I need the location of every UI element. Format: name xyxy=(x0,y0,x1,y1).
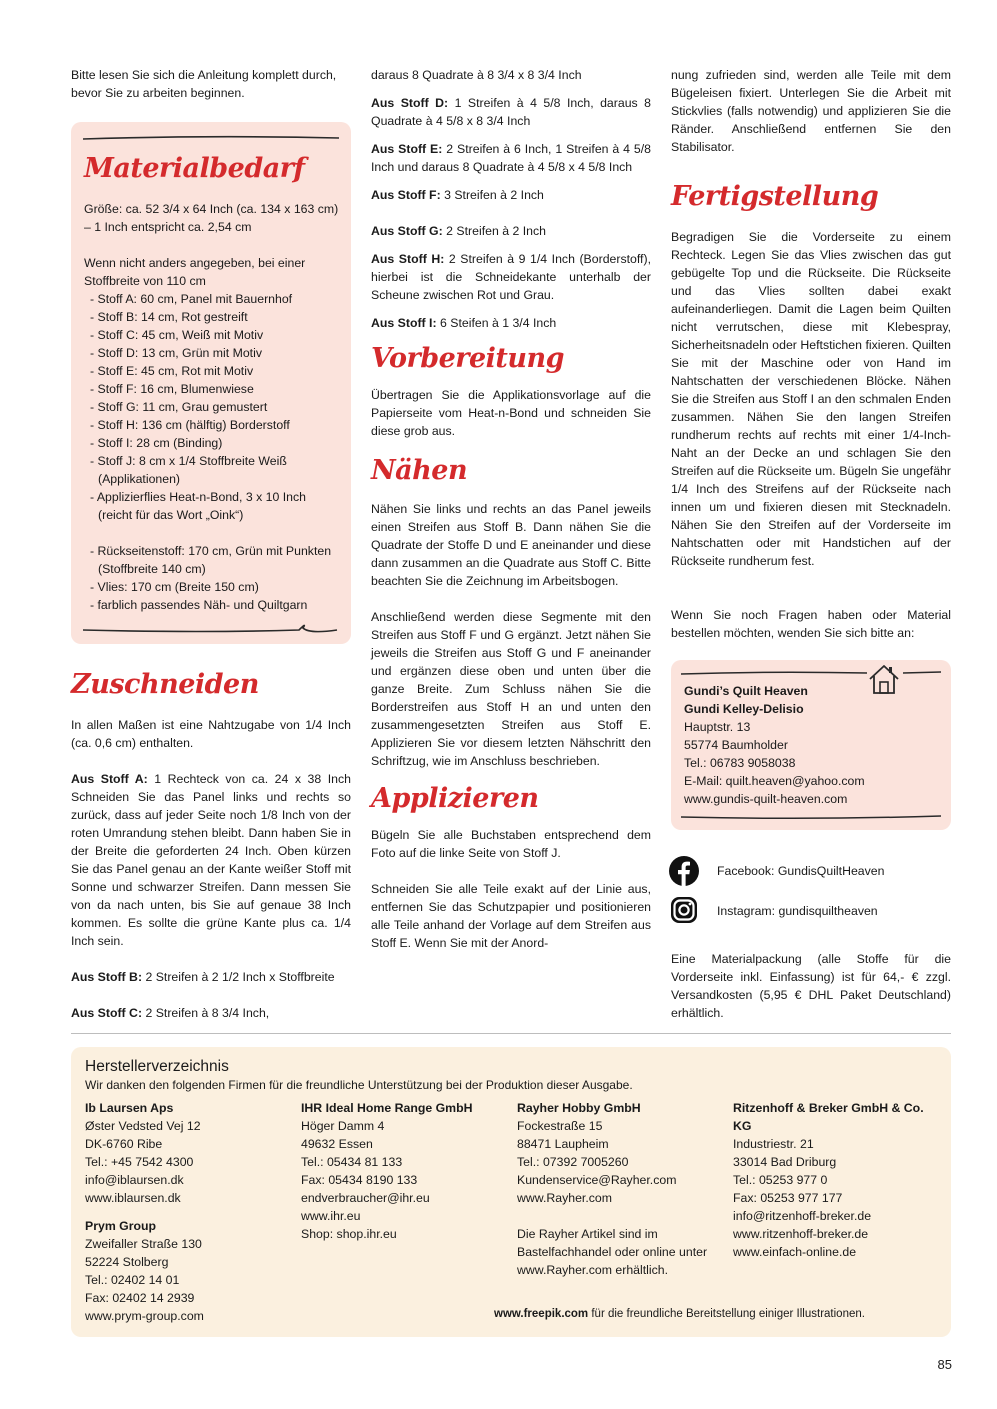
cut-d xyxy=(371,94,651,130)
cut-intro: In allen Maßen ist eine Nahtzugabe von 1/4 Inch (ca. 0,6 cm) enthalten. xyxy=(71,718,351,750)
cut-f-text: 3 Streifen à 2 Inch xyxy=(440,188,544,202)
manufacturer-line: Fax: 02402 14 2939 xyxy=(85,1291,195,1305)
cut-i xyxy=(371,314,651,332)
app-cont: nung zufrieden sind, werden alle Teile mit dem Bügeleisen fixiert. Unterlegen Sie die Arbeit mit Stickvlies (falls notwendig) und applizieren Sie die Ränder. Anschließend entfernen Sie den Stabilisator. xyxy=(671,68,951,154)
cut-e-label: Aus Stoff E: xyxy=(371,142,443,156)
manufacturer-note: Die Rayher Artikel sind im Bastelfachhandel oder online unter www.Rayher.com erhältlich. xyxy=(517,1227,708,1277)
cut-d-text: 1 Streifen à 4 5/8 Inch, daraus 8 Quadrate à 4 5/8 x 8 3/4 Inch xyxy=(371,96,652,128)
manufacturer-line: Höger Damm 4 xyxy=(301,1119,385,1133)
manufacturer-name xyxy=(733,1099,933,1135)
app-p1: Bügeln Sie alle Buchstaben entsprechend dem Foto auf die linke Seite von Stoff J. xyxy=(371,828,651,860)
contact-box xyxy=(671,660,951,830)
contact-name1-text: Gundi’s Quilt Heaven xyxy=(684,684,808,698)
facebook-row[interactable] xyxy=(669,856,959,886)
cut-e xyxy=(371,140,651,176)
contact-name1 xyxy=(684,682,934,700)
cut-a xyxy=(71,770,351,950)
cut-c-text: 2 Streifen à 8 3/4 Inch, xyxy=(142,1006,270,1020)
cut-e-text: 2 Streifen à 6 Inch, 1 Streifen à 4 5/8 Inch und daraus 8 Quadrate à 4 5/8 x 4 5/8 Inch xyxy=(371,142,652,174)
manufacturer-col-4 xyxy=(733,1099,933,1261)
material-heading: Materialbedarf xyxy=(84,153,305,184)
instagram-row[interactable] xyxy=(669,895,959,925)
manufacturer-web[interactable]: www.prym-group.com xyxy=(85,1309,204,1323)
fin-heading: Fertigstellung xyxy=(671,181,879,212)
cut-g-text: 2 Streifen à 2 Inch xyxy=(442,224,546,238)
cut-f xyxy=(371,186,651,204)
material-note: Wenn nicht anders angegeben, bei einer Stoffbreite von 110 cm xyxy=(84,256,306,288)
contact-city: 55774 Baumholder xyxy=(684,738,788,752)
freepik-link[interactable]: www.freepik.com xyxy=(494,1308,589,1320)
intro-text: Bitte lesen Sie sich die Anleitung komplett durch, bevor Sie zu arbeiten beginnen. xyxy=(71,68,337,100)
cut-h xyxy=(371,250,651,304)
page-number: 85 xyxy=(937,1357,952,1372)
package-section xyxy=(671,950,951,1022)
material-list-2 xyxy=(84,542,340,614)
manufacturer-name xyxy=(85,1099,290,1117)
list-item: - Stoff E: 45 cm, Rot mit Motiv xyxy=(90,364,254,378)
material-size: Größe: ca. 52 3/4 x 64 Inch (ca. 134 x 163 cm) – 1 Inch entspricht ca. 2,54 cm xyxy=(84,202,339,234)
manufacturer-line: Tel.: +45 7542 4300 xyxy=(85,1155,194,1169)
manufacturer-line: Tel.: 05253 977 0 xyxy=(733,1173,828,1187)
manufacturer-web[interactable]: www.einfach-online.de xyxy=(733,1245,857,1259)
list-item: - Rückseitenstoff: 170 cm, Grün mit Punkten (Stoffbreite 140 cm) xyxy=(90,544,332,576)
list-item: - Stoff C: 45 cm, Weiß mit Motiv xyxy=(90,328,264,342)
manufacturer-line: Fockestraße 15 xyxy=(517,1119,603,1133)
list-item: - Stoff F: 16 cm, Blumenwiese xyxy=(90,382,254,396)
sew-p2: Anschließend werden diese Segmente mit den Streifen aus Stoff F und G ergänzt. Jetzt nähen Sie jeweils die Streifen aus Stoff G und F aneinander und ergänzen diese oben und unten über die ganze Breite. Zum Schluss nähen Sie die Borderstreifen aus Stoff H an und unten den zusammengesetzten Streifen aus Stoff E. Applizieren Sie vor diesem letzten Nähschritt den Schriftzug, wie im Anschluss beschrieben. xyxy=(371,610,651,768)
material-box xyxy=(71,122,351,644)
manufacturer-email[interactable]: info@ritzenhoff-breker.de xyxy=(733,1209,872,1223)
manufacturer-name-text: Rayher Hobby GmbH xyxy=(517,1101,641,1115)
prep-heading: Vorbereitung xyxy=(371,343,565,374)
manufacturer-shop[interactable]: Shop: shop.ihr.eu xyxy=(301,1227,397,1241)
manufacturer-name xyxy=(301,1099,506,1117)
list-item: - Stoff D: 13 cm, Grün mit Motiv xyxy=(90,346,262,360)
manufacturer-line: Fax: 05434 8190 133 xyxy=(301,1173,418,1187)
cut-i-label: Aus Stoff I: xyxy=(371,316,437,330)
fin-text: Begradigen Sie die Vorderseite zu einem Rechteck. Legen Sie das Vlies zwischen das gut gebügelte Top und die Rückseite. Die Rückseite und das Vlies sollten dabei exakt aufeinanderliegen. Damit die Lagen beim Quilten nicht verrutschen, diese mit Klebespray, Sicherheitsnadeln oder Heftstichen fixieren. Quilten Sie mit der Maschine oder von Hand im Nahtschatten der verschiedenen Blöcke. Nähen Sie die Streifen aus Stoff I an den schmalen Enden zusammen. Nähen Sie den langen Streifen rundherum rechts auf rechts mit einer 1/4-Inch-Naht an der Decke an und schlagen Sie den Streifen auf die Rückseite um. Bügeln Sie ungefähr 1/4 Inch des Streifens auf der Rückseite nach innen um und fixieren diesen mit Stecknadeln. Nähen Sie den Streifen auf der Vorderseite im Nahtschatten oder mit Handstichen auf der Rückseite rundherum fest. xyxy=(671,230,951,568)
cut-a-text: 1 Rechteck von ca. 24 x 38 Inch Schneiden Sie das Panel links und rechts so zurück, dass auf jeder Seite noch 1/8 Inch von der roten Umrandung stehen bleibt. Dann haben Sie in der Breite die geforderten 24 Inch. Oben kürzen Sie das Panel genau an der Kante weißer Stoff mit Sonne und schwarzer Streifen. Dann messen Sie von da nach unten, bis Sie auf genaue 38 Inch kommen. Es sollte die grüne Kante plus ca. 1/4 Inch sein. xyxy=(71,772,351,948)
facebook-icon xyxy=(669,856,699,886)
contact-name2-text: Gundi Kelley-Delisio xyxy=(684,702,804,716)
freepik-credit xyxy=(494,1306,934,1322)
facebook-handle: Facebook: GundisQuiltHeaven xyxy=(717,864,885,878)
manufacturer-web[interactable]: www.ihr.eu xyxy=(301,1209,361,1223)
cut-g xyxy=(371,222,651,240)
cut-h-text: 2 Streifen à 9 1/4 Inch (Borderstoff), hierbei ist die Schneidekante unterhalb der Scheune zwischen Rot und Grau. xyxy=(371,252,651,302)
manufacturer-col-1 xyxy=(85,1099,290,1325)
instagram-handle: Instagram: gundisquiltheaven xyxy=(717,904,878,918)
freepik-text: für die freundliche Bereitstellung einiger Illustrationen. xyxy=(588,1308,865,1320)
cut-c-cont: daraus 8 Quadrate à 8 3/4 x 8 3/4 Inch xyxy=(371,68,582,82)
manufacturer-name-text: Prym Group xyxy=(85,1219,157,1233)
list-item: - Stoff J: 8 cm x 1/4 Stoffbreite Weiß (Applikationen) xyxy=(90,454,287,486)
cut-b-label: Aus Stoff B: xyxy=(71,970,143,984)
cut-c-label: Aus Stoff C: xyxy=(71,1006,143,1020)
column-3 xyxy=(671,66,951,642)
contact-email[interactable]: E-Mail: quilt.heaven@yahoo.com xyxy=(684,774,865,788)
prep-text: Übertragen Sie die Applikationsvorlage auf die Papierseite vom Heat-n-Bond und schneiden Sie diese grob aus. xyxy=(371,388,651,438)
manufacturer-line: Zweifaller Straße 130 xyxy=(85,1237,202,1251)
manufacturer-line: Tel.: 02402 14 01 xyxy=(85,1273,180,1287)
sew-heading: Nähen xyxy=(371,455,468,486)
instagram-icon xyxy=(669,895,699,925)
manufacturer-email[interactable]: endverbraucher@ihr.eu xyxy=(301,1191,430,1205)
manufacturer-name xyxy=(85,1217,290,1235)
manufacturer-web[interactable]: www.ritzenhoff-breker.de xyxy=(733,1227,869,1241)
contact-tel: Tel.: 06783 9058038 xyxy=(684,756,796,770)
manufacturer-web[interactable]: www.iblaursen.dk xyxy=(85,1191,181,1205)
manufacturer-email[interactable]: info@iblaursen.dk xyxy=(85,1173,184,1187)
manufacturer-col-2 xyxy=(301,1099,506,1243)
app-p2: Schneiden Sie alle Teile exakt auf der Linie aus, entfernen Sie das Schutzpapier und positionieren alle Teile anhand der Vorlage auf dem Streifen aus Stoff E. Wenn Sie mit der Anord- xyxy=(371,882,651,950)
manufacturer-col-3 xyxy=(517,1099,719,1279)
package-text: Eine Materialpackung (alle Stoffe für die Vorderseite inkl. Einfassung) ist für 64,- € zzgl. Versandkosten (5,95 € DHL Paket Deutschland) erhältlich. xyxy=(671,952,951,1020)
list-item: - Stoff H: 136 cm (hälftig) Borderstoff xyxy=(90,418,290,432)
contact-name2 xyxy=(684,700,934,718)
material-list xyxy=(84,290,340,524)
cut-b-text: 2 Streifen à 2 1/2 Inch x Stoffbreite xyxy=(142,970,335,984)
manufacturer-line: Fax: 05253 977 177 xyxy=(733,1191,843,1205)
list-item: - Stoff A: 60 cm, Panel mit Bauernhof xyxy=(90,292,293,306)
cut-heading: Zuschneiden xyxy=(71,669,259,700)
manufacturer-name-text: IHR Ideal Home Range GmbH xyxy=(301,1101,473,1115)
manufacturer-name-text: Ritzenhoff & Breker GmbH & Co. KG xyxy=(733,1101,924,1133)
manufacturer-line: 52224 Stolberg xyxy=(85,1255,169,1269)
manufacturer-line: 88471 Laupheim xyxy=(517,1137,609,1151)
list-item: - farblich passendes Näh- und Quiltgarn xyxy=(90,598,308,612)
cut-d-label: Aus Stoff D: xyxy=(371,96,449,110)
app-heading: Applizieren xyxy=(371,783,539,814)
list-item: - Stoff B: 14 cm, Rot gestreift xyxy=(90,310,248,324)
cut-section xyxy=(71,668,351,1022)
manufacturer-line: Øster Vedsted Vej 12 xyxy=(85,1119,201,1133)
cut-g-label: Aus Stoff G: xyxy=(371,224,443,238)
column-1 xyxy=(71,66,351,102)
section-divider xyxy=(71,1033,951,1034)
cut-h-label: Aus Stoff H: xyxy=(371,252,445,266)
list-item: - Stoff I: 28 cm (Binding) xyxy=(90,436,223,450)
manufacturer-web[interactable]: www.Rayher.com xyxy=(517,1191,612,1205)
cut-a-label: Aus Stoff A: xyxy=(71,772,148,786)
cut-i-text: 6 Steifen à 1 3/4 Inch xyxy=(436,316,557,330)
sew-p1: Nähen Sie links und rechts an das Panel jeweils einen Streifen aus Stoff B. Dann nähen Sie die Quadrate der Stoffe D und E aneinander und diese dann zusammen an die Quadrate aus Stoff C. Bitte beachten Sie die Zeichnung im Arbeitsbogen. xyxy=(371,502,651,588)
contact-web[interactable]: www.gundis-quilt-heaven.com xyxy=(684,792,848,806)
manufacturer-line: 33014 Bad Driburg xyxy=(733,1155,837,1169)
manufacturers-subtitle: Wir danken den folgenden Firmen für die freundliche Unterstützung bei der Produktion dieser Ausgabe. xyxy=(85,1078,633,1092)
manufacturers-title: Herstellerverzeichnis xyxy=(85,1058,229,1075)
contact-street: Hauptstr. 13 xyxy=(684,720,751,734)
manufacturer-line: Industriestr. 21 xyxy=(733,1137,814,1151)
manufacturer-name-text: Ib Laursen Aps xyxy=(85,1101,174,1115)
manufacturer-line: Tel.: 07392 7005260 xyxy=(517,1155,629,1169)
manufacturer-email[interactable]: Kundenservice@Rayher.com xyxy=(517,1173,677,1187)
list-item: - Applizierflies Heat-n-Bond, 3 x 10 Inch (reicht für das Wort „Oink“) xyxy=(90,490,306,522)
questions-text: Wenn Sie noch Fragen haben oder Material bestellen möchten, wenden Sie sich bitte an: xyxy=(671,608,951,640)
cut-c xyxy=(71,1004,351,1022)
manufacturer-line: Tel.: 05434 81 133 xyxy=(301,1155,403,1169)
manufacturer-name xyxy=(517,1099,719,1117)
cut-b xyxy=(71,968,351,986)
list-item: - Vlies: 170 cm (Breite 150 cm) xyxy=(90,580,259,594)
manufacturer-line: DK-6760 Ribe xyxy=(85,1137,163,1151)
cut-f-label: Aus Stoff F: xyxy=(371,188,441,202)
list-item: - Stoff G: 11 cm, Grau gemustert xyxy=(90,400,268,414)
column-2 xyxy=(371,66,651,952)
manufacturer-line: 49632 Essen xyxy=(301,1137,373,1151)
